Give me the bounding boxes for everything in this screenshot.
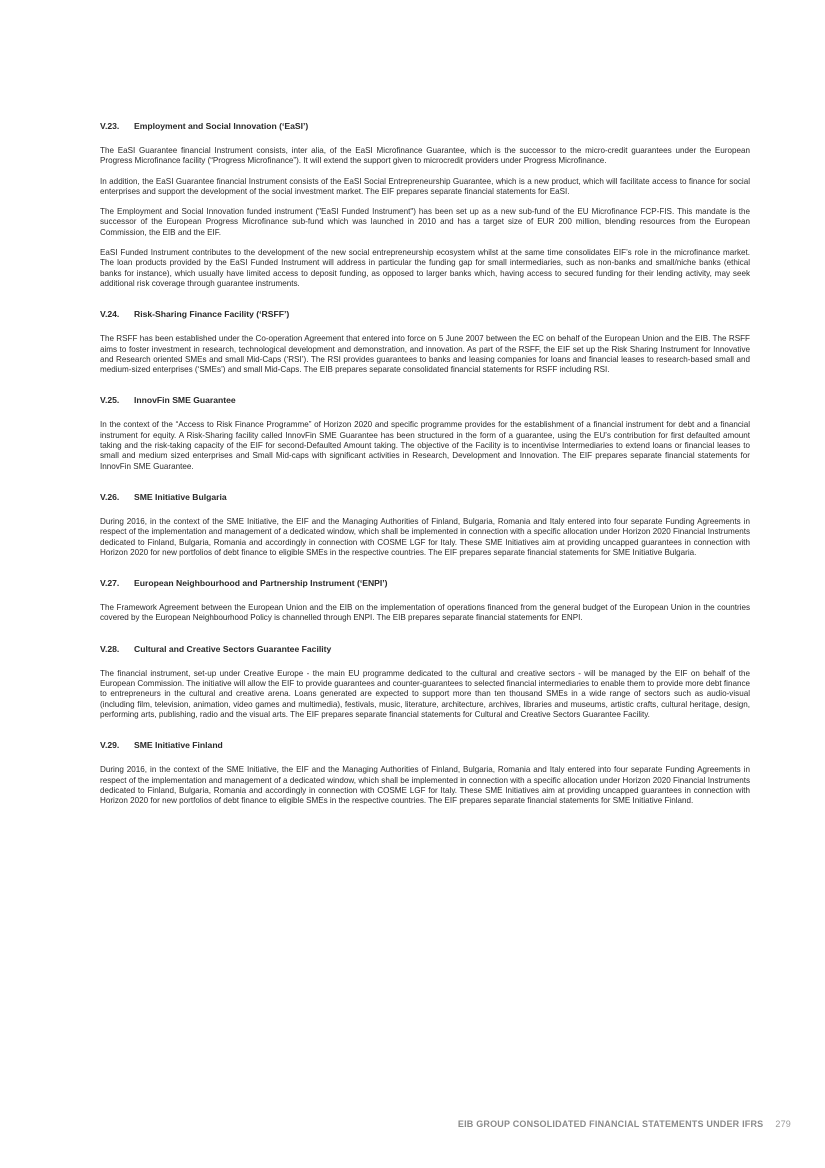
section-title: Risk-Sharing Finance Facility (‘RSFF’) — [134, 309, 290, 320]
section-heading — [100, 309, 750, 320]
section-title: SME Initiative Finland — [134, 740, 223, 751]
paragraph: The RSFF has been established under the Co-operation Agreement that entered into force on 5 June 2007 between the EC on behalf of the European Union and the EIB. The RSFF aims to foster investment in research, technological development and demonstration, and innovation. As part of the RSFF, the EIF set up the Risk Sharing Instrument for Innovative and Research oriented SMEs and small Mid-Caps (‘RSI’). The RSI provides guarantees to banks and leasing companies for loans and financial leases to research-based small and medium-sized enterprises (‘SMEs’) and small Mid-Caps. The EIB prepares separate consolidated financial statements for RSFF including RSI. — [100, 334, 750, 375]
section-heading — [100, 740, 750, 751]
paragraph: EaSI Funded Instrument contributes to the development of the new social entrepreneurship ecosystem whilst at the same time consolidates EIF’s role in the microfinance market. The loan products provided by the EaSI Funded Instrument will address in particular the funding gap for small intermediaries, such as non-banks and small/niche banks (ethical banks for instance), which usually have limited access to deposit funding, as opposed to larger banks which, having access to secured funding for their lending activity, may seek additional risk coverage through guarantee instruments. — [100, 248, 750, 288]
section-sme-finland — [100, 740, 750, 806]
page-number: 279 — [775, 1119, 791, 1129]
document-body — [100, 121, 750, 826]
paragraph: The Employment and Social Innovation funded instrument ("EaSI Funded Instrument") has been set up as a new sub-fund of the EU Microfinance FCP-FIS. This mandate is the successor of the European Progress Microfinance sub-fund which was launched in 2010 and has a target size of EUR 200 million, blending resources from the European Commission, the EIB and the EIF. — [100, 207, 750, 237]
section-innovfin — [100, 395, 750, 471]
paragraph: In addition, the EaSI Guarantee financial Instrument consists of the EaSI Social Entrepreneurship Guarantee, which is a new product, which will facilitate access to finance for social enterprises and support the development of the social investment market. The EIF prepares separate financial statements for EaSI. — [100, 176, 750, 196]
section-heading — [100, 492, 750, 503]
paragraph: The Framework Agreement between the European Union and the EIB on the implementation of operations financed from the general budget of the European Union in the countries covered by the European Neighbourhood Policy is channelled through ENPI. The EIB prepares separate financial statements for ENPI. — [100, 603, 750, 623]
page-footer — [458, 1119, 791, 1129]
section-sme-bulgaria — [100, 492, 750, 558]
section-rsff — [100, 309, 750, 375]
paragraph: The EaSI Guarantee financial Instrument consists, inter alia, of the EaSI Microfinance Guarantee, which is the successor to the micro-credit guarantees under the European Progress Microfinance facility (“Progress Microfinance”). It will extend the support given to microcredit providers under Progress Microfinance. — [100, 146, 750, 166]
section-number: V.29. — [100, 740, 120, 751]
paragraph: The financial instrument, set-up under Creative Europe - the main EU programme dedicated to the cultural and creative sectors - will be managed by the EIF on behalf of the European Commission. The initiative will allow the EIF to provide guarantees and counter-guarantees to selected financial intermediaries to enable them to provide more debt finance to entrepreneurs in the cultural and creative arena. Loans generated are expected to support more than ten thousand SMEs in a wide range of sectors such as audio-visual (including film, television, animation, video games and multimedia), festivals, music, literature, architecture, archives, libraries and museums, artistic crafts, cultural heritage, design, performing arts, publishing, radio and the visual arts. The EIF prepares separate financial statements for Cultural and Creative Sectors Guarantee Facility. — [100, 668, 750, 719]
section-number: V.28. — [100, 643, 120, 654]
section-number: V.27. — [100, 578, 120, 589]
section-number: V.25. — [100, 395, 120, 406]
section-heading — [100, 121, 750, 132]
section-title: Cultural and Creative Sectors Guarantee Facility — [134, 643, 332, 654]
section-title: InnovFin SME Guarantee — [134, 395, 236, 406]
section-cultural-creative — [100, 644, 750, 720]
section-title: European Neighbourhood and Partnership Instrument (‘ENPI’) — [134, 578, 388, 589]
paragraph: During 2016, in the context of the SME Initiative, the EIF and the Managing Authorities of Finland, Bulgaria, Romania and Italy entered into four separate Funding Agreements in respect of the implementation and management of a dedicated window, which shall be implemented in connection with a specific allocation under Horizon 2020 Financial Instruments dedicated to Finland, Bulgaria, Romania and accordingly in connection with COSME LGF for Italy. These SME Initiatives aim at providing uncapped guarantees in connection with Horizon 2020 for new portfolios of debt finance to eligible SMEs in the respective countries. The EIF prepares separate financial statements for SME Initiative Finland. — [100, 765, 750, 806]
footer-title: EIB GROUP CONSOLIDATED FINANCIAL STATEMENTS UNDER IFRS — [457, 1119, 764, 1129]
section-heading — [100, 644, 750, 655]
section-number: V.26. — [100, 491, 120, 502]
section-heading — [100, 578, 750, 589]
paragraph: During 2016, in the context of the SME Initiative, the EIF and the Managing Authorities of Finland, Bulgaria, Romania and Italy entered into four separate Funding Agreements in respect of the implementation and management of a dedicated window, which shall be implemented in connection with a specific allocation under Horizon 2020 Financial Instruments dedicated to Finland, Bulgaria, Romania and accordingly in connection with COSME LGF for Italy. These SME Initiatives aim at providing uncapped guarantees in connection with Horizon 2020 for new portfolios of debt finance to eligible SMEs in the respective countries. The EIF prepares separate financial statements for SME Initiative Bulgaria. — [100, 516, 750, 557]
section-number: V.23. — [100, 121, 120, 131]
section-title: Employment and Social Innovation (‘EaSI’) — [134, 121, 309, 131]
section-enpi — [100, 578, 750, 624]
section-easi — [100, 121, 750, 289]
section-title: SME Initiative Bulgaria — [134, 491, 227, 502]
paragraph: In the context of the “Access to Risk Finance Programme” of Horizon 2020 and specific programme provides for the establishment of a financial instrument for debt and a financial instrument for equity. A Risk-Sharing facility called InnovFin SME Guarantee has been structured in the form of a guarantee, using the EU’s contribution for first defaulted amount taking and the risk-taking capacity of the EIF for second-Defaulted Amount taking. The objective of the Facility is to incentivise Intermediaries to extend loans or financial leases to small and medium sized enterprises and Small Mid-caps with significant activities in Research, Development and Innovation. The EIF prepares separate financial statements for InnovFin SME Guarantee. — [100, 420, 750, 471]
section-number: V.24. — [100, 309, 120, 320]
section-heading — [100, 395, 750, 406]
